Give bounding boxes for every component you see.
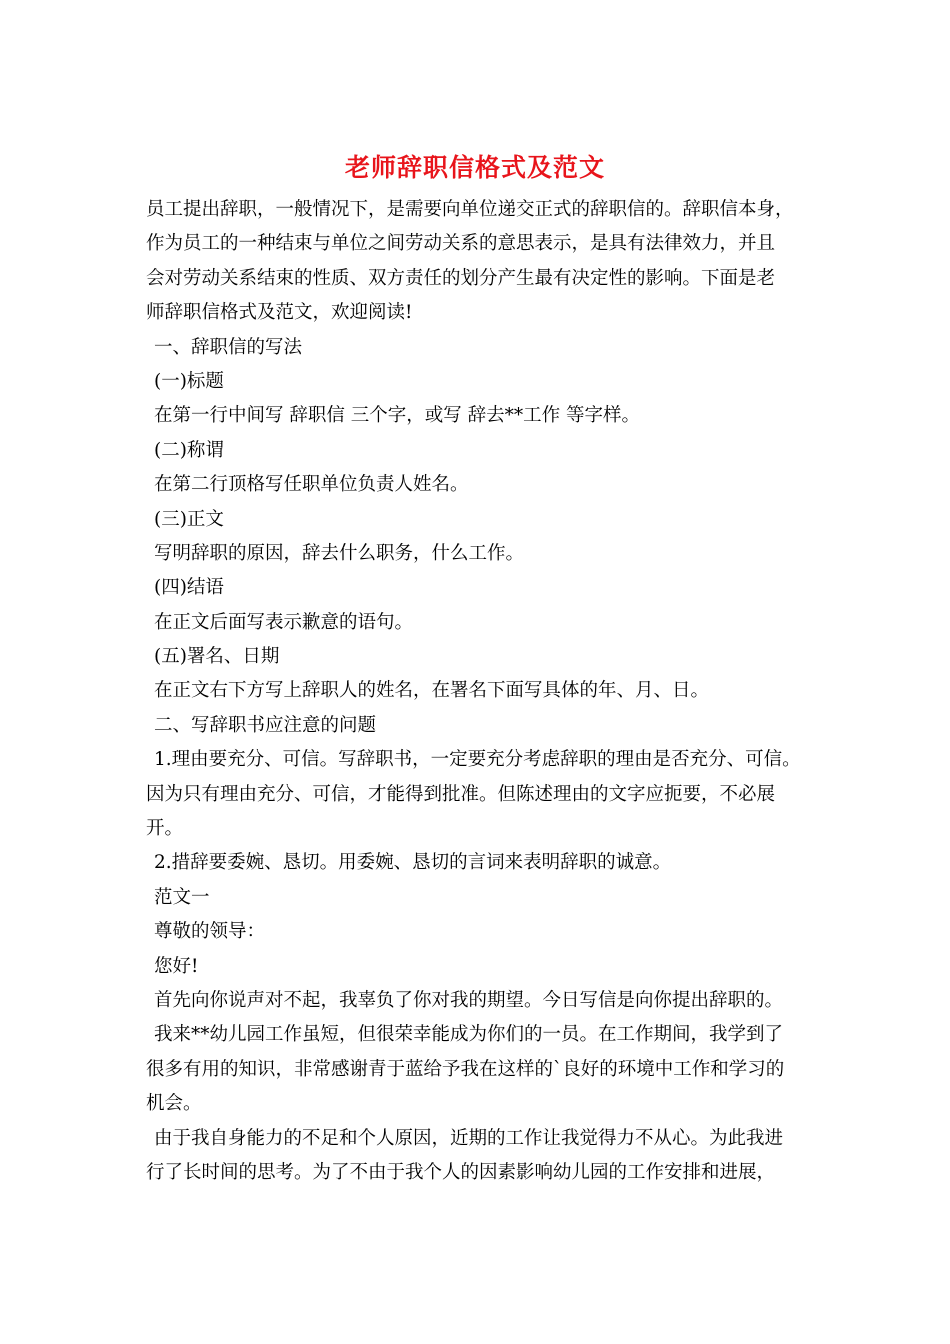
text-line: 作为员工的一种结束与单位之间劳动关系的意思表示，是具有法律效力，并且 xyxy=(146,233,776,255)
text-line: 行了长时间的思考。为了不由于我个人的因素影响幼儿园的工作安排和进展， xyxy=(146,1161,776,1183)
text-line: (三)正文 xyxy=(154,508,224,530)
text-line: 由于我自身能力的不足和个人原因，近期的工作让我觉得力不从心。为此我进 xyxy=(154,1127,784,1149)
text-line: 会对劳动关系结束的性质、双方责任的划分产生最有决定性的影响。下面是老 xyxy=(146,267,776,289)
document-title: 老师辞职信格式及范文 xyxy=(344,153,605,182)
text-line: 首先向你说声对不起，我辜负了你对我的期望。今日写信是向你提出辞职的。 xyxy=(154,989,784,1011)
text-line: 您好! xyxy=(154,955,199,977)
text-line: 师辞职信格式及范文，欢迎阅读! xyxy=(146,302,413,324)
text-line: (五)署名、日期 xyxy=(154,646,280,668)
text-line: 员工提出辞职，一般情况下，是需要向单位递交正式的辞职信的。辞职信本身， xyxy=(146,199,794,220)
text-line: 在正文右下方写上辞职人的姓名，在署名下面写具体的年、月、日。 xyxy=(154,680,710,702)
text-line: 在第二行顶格写任职单位负责人姓名。 xyxy=(154,474,469,496)
text-line: 开。 xyxy=(146,818,184,840)
text-line: (一)标题 xyxy=(154,370,224,392)
text-line: 在第一行中间写 辞职信 三个字，或写 辞去**工作 等字样。 xyxy=(154,405,641,427)
text-line: 尊敬的领导： xyxy=(154,921,266,943)
text-line: 二、写辞职书应注意的问题 xyxy=(154,714,377,736)
text-line: 范文一 xyxy=(154,886,210,908)
text-line: 很多有用的知识，非常感谢青于蓝给予我在这样的`良好的环境中工作和学习的 xyxy=(146,1058,785,1080)
text-line: 1.理由要充分、可信。写辞职书，一定要充分考虑辞职的理由是否充分、可信。 xyxy=(154,749,801,771)
text-line: 在正文后面写表示歉意的语句。 xyxy=(154,611,414,633)
text-line: 因为只有理由充分、可信，才能得到批准。但陈述理由的文字应扼要，不必展 xyxy=(146,783,776,805)
text-line: 2.措辞要委婉、恳切。用委婉、恳切的言词来表明辞职的诚意。 xyxy=(154,852,672,874)
text-line: 写明辞职的原因，辞去什么职务，什么工作。 xyxy=(154,542,525,564)
document-body xyxy=(146,193,826,1190)
text-line: (四)结语 xyxy=(154,577,224,599)
text-line: 机会。 xyxy=(146,1093,202,1115)
text-line: 一、辞职信的写法 xyxy=(154,336,303,358)
text-line: (二)称谓 xyxy=(154,439,224,461)
text-line: 我来**幼儿园工作虽短，但很荣幸能成为你们的一员。在工作期间，我学到了 xyxy=(154,1024,784,1046)
